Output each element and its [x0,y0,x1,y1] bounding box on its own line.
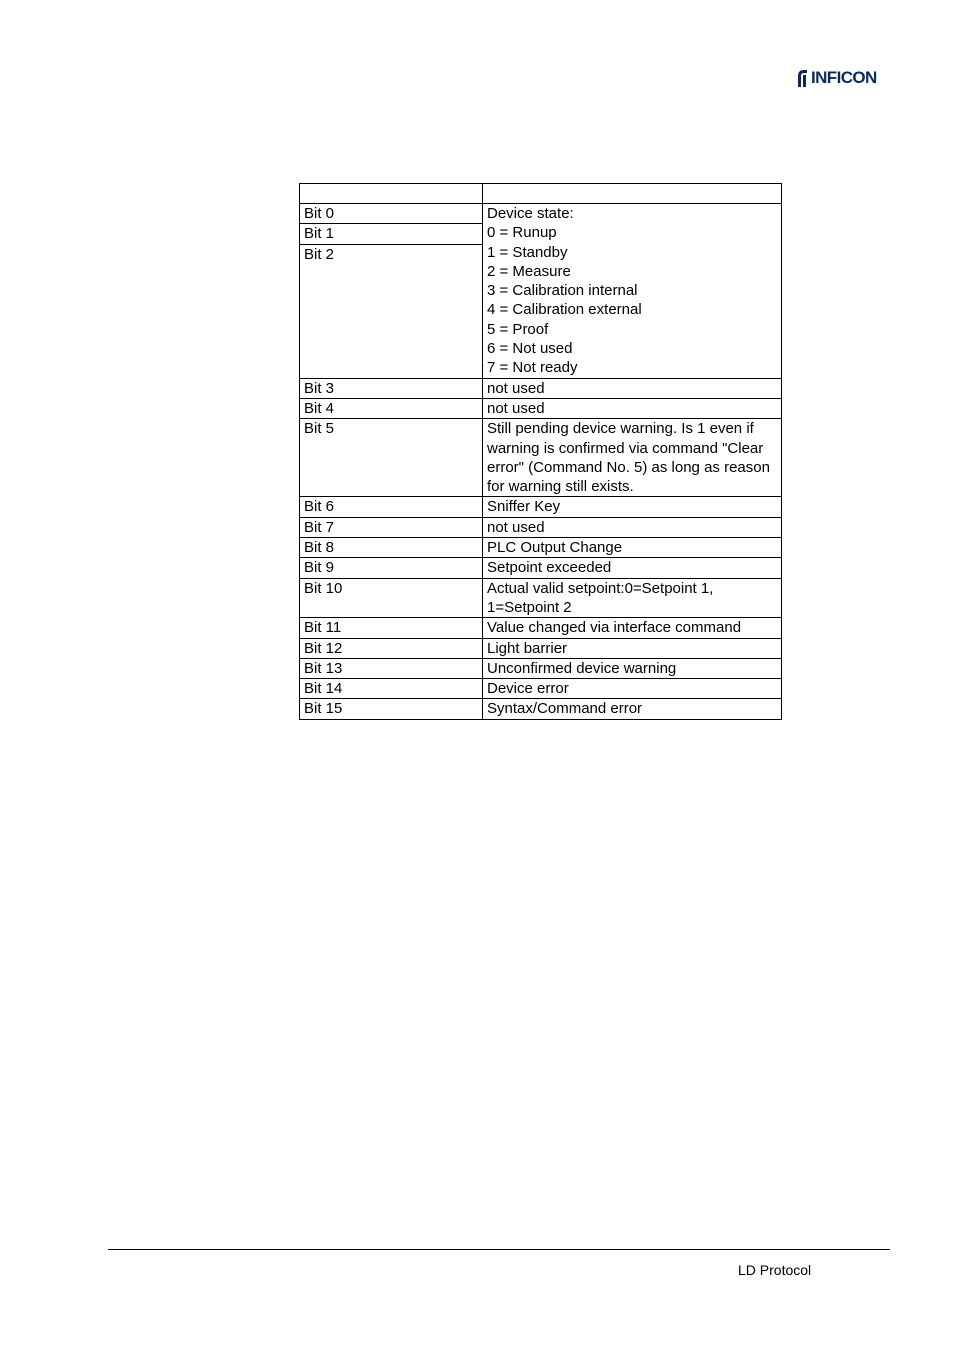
bit-label: Bit 2 [300,244,483,378]
table-row [300,378,782,398]
device-state-line: 1 = Standby [487,243,568,261]
bit-label: Bit 11 [300,618,483,638]
bit-label: Bit 1 [300,224,483,244]
column-header-bit [300,184,483,204]
inficon-mark-icon [795,68,809,88]
bit-description: Actual valid setpoint:0=Setpoint 1, 1=Setpoint 2 [483,578,782,618]
inficon-logo [795,66,877,90]
bit-label: Bit 10 [300,578,483,618]
bit-label: Bit 3 [300,378,483,398]
bit-description: not used [483,378,782,398]
bit-description [483,204,782,379]
device-state-line: 3 = Calibration internal [487,282,638,300]
device-state-line: 0 = Runup [487,224,557,242]
column-header-description [483,184,782,204]
bit-description: Sniffer Key [483,497,782,517]
table-row [300,517,782,537]
device-state-heading: Device state: [487,205,574,222]
bit-label: Bit 15 [300,699,483,719]
bit-description: Setpoint exceeded [483,558,782,578]
bit-description: Syntax/Command error [483,699,782,719]
bit-label: Bit 7 [300,517,483,537]
table-row [300,699,782,719]
status-bits-table [299,183,782,720]
bit-description: Still pending device warning. Is 1 even if warning is confirmed via command "Clear error" (Command No. 5) as long as reason for warning still exists. [483,419,782,497]
table-row [300,578,782,618]
bit-label: Bit 5 [300,419,483,497]
table-row [300,419,782,497]
bit-description: Value changed via interface command [483,618,782,638]
device-state-line: 6 = Not used [487,340,573,358]
brand-name: INFICON [811,68,877,87]
table-row [300,658,782,678]
bit-label: Bit 13 [300,658,483,678]
bit-label: Bit 12 [300,638,483,658]
table-row [300,638,782,658]
table-row [300,497,782,517]
bit-description: Unconfirmed device warning [483,658,782,678]
bit-description: not used [483,398,782,418]
table-row [300,204,782,224]
device-state-line: 4 = Calibration external [487,301,642,319]
table-row [300,679,782,699]
bit-description: Light barrier [483,638,782,658]
table-row [300,618,782,638]
footer-document-title: LD Protocol [738,1262,812,1278]
bit-label: Bit 14 [300,679,483,699]
bit-label: Bit 6 [300,497,483,517]
bit-description: PLC Output Change [483,538,782,558]
table-header-row [300,184,782,204]
table-row [300,398,782,418]
bit-label: Bit 0 [300,204,483,224]
device-state-line: 2 = Measure [487,262,571,280]
bit-label: Bit 9 [300,558,483,578]
table-row [300,558,782,578]
bit-label: Bit 8 [300,538,483,558]
bit-label: Bit 4 [300,398,483,418]
bit-description: Device error [483,679,782,699]
bit-description: not used [483,517,782,537]
table-row [300,538,782,558]
device-state-line: 7 = Not ready [487,359,578,377]
footer-divider [108,1249,890,1250]
device-state-line: 5 = Proof [487,320,549,338]
